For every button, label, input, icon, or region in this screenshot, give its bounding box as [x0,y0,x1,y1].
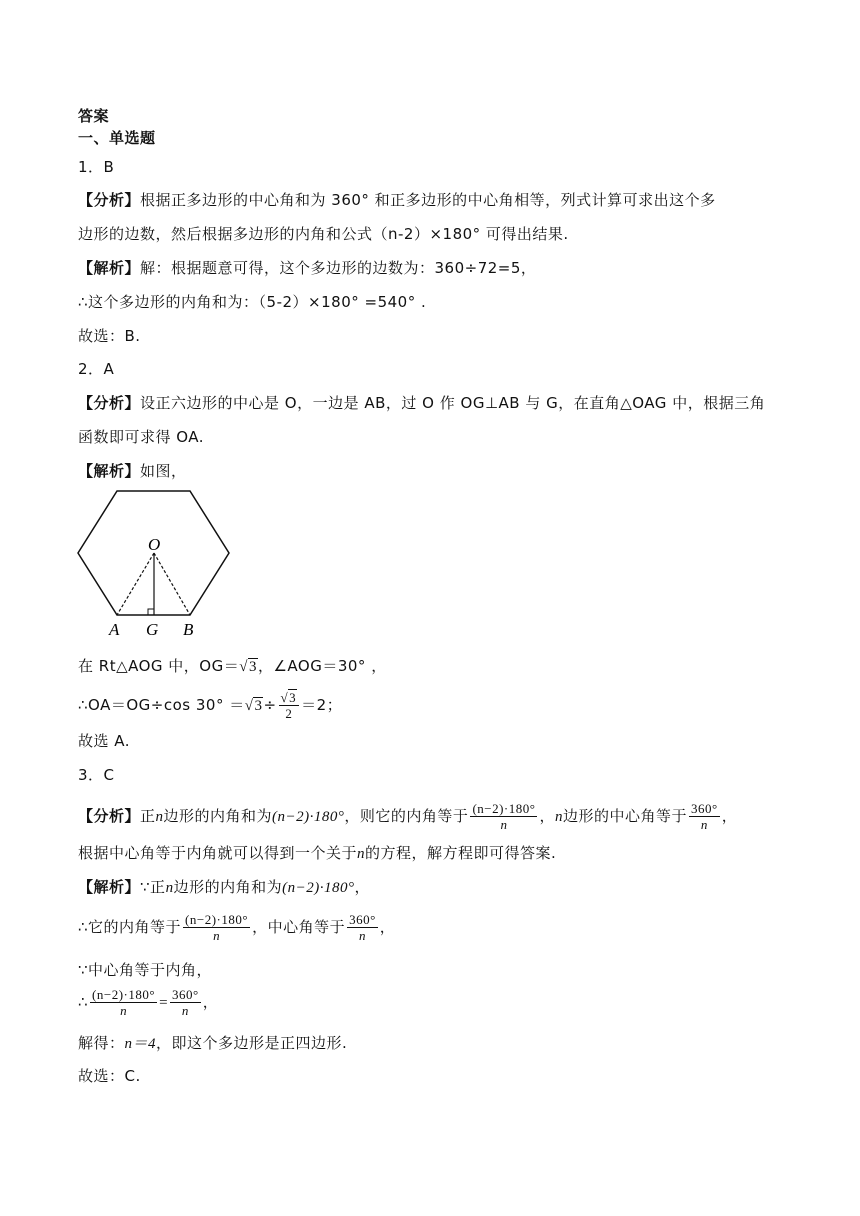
fraction-central-angle [347,912,378,943]
text: ， [354,878,370,896]
fraction-denominator: n [700,817,708,832]
variable-n: n [357,846,366,862]
q2-solution-line-1 [78,461,187,481]
text: ， [539,807,555,825]
q3-solution-line-1 [78,877,370,898]
q2-analysis-line-2: 函数即可求得 OA. [78,428,205,446]
fraction-denominator: 2 [285,706,293,721]
text: ， [721,807,738,825]
fraction-interior-angle [470,801,537,832]
fraction-central-angle [689,801,720,832]
math-expression: (n−2)·180° [282,880,355,896]
equals-sign: = [159,995,169,1011]
q1-solution-text-1: 解：根据题意可得，这个多边形的边数为：360÷72=5， [140,259,537,277]
fraction-denominator: n [500,817,508,832]
math-expression: n＝4 [124,1036,157,1052]
fraction-numerator [279,690,300,706]
q2-analysis-text-1: 设正六边形的中心是 O，一边是 AB，过 O 作 OG⊥AB 与 G，在直角△OAG 中，根据三角 [140,394,766,412]
answer-title: 答案 [78,107,110,125]
sqrt-expression [239,658,258,675]
q1-analysis-text-1: 根据正多边形的中心角和为 360° 和正多边形的中心角相等，列式计算可求出这个多 [140,191,716,209]
q1-choice: 故选：B. [78,327,141,345]
q2-line-1-text-b: ，∠AOG＝30° ， [257,657,387,675]
text: 边形的内角和为 [163,807,273,825]
analysis-label: 【分析】 [78,191,141,209]
q3-solution-line-4 [78,982,218,1023]
fraction-numerator: 360° [691,801,718,816]
variable-n: n [165,880,174,896]
solution-label: 【解析】 [78,878,141,896]
text: 边形的内角和为 [173,878,283,896]
fraction-numerator: (n−2)·180° [92,987,156,1002]
text: ， [202,993,219,1011]
text: ，即这个多边形是正四边形. [156,1034,348,1052]
q2-line-1 [78,656,387,677]
label-B: B [183,620,194,638]
q2-line-1-text-a: 在 Rt△AOG 中，OG＝ [78,657,240,675]
q3-analysis-line-1 [78,796,737,837]
text: 解得： [78,1034,125,1052]
variable-n: n [554,809,563,825]
radicand: 3 [248,659,257,675]
hexagon-figure [72,486,238,638]
fraction-sqrt3-over-2 [279,690,300,721]
division-sign: ÷ [263,696,277,714]
text: ∴ [78,993,89,1011]
label-G: G [146,620,159,638]
text: 正 [140,807,156,825]
q1-solution-line-2: ∴这个多边形的内角和为：（5-2）×180° =540° . [78,293,427,311]
q1-solution-line-1 [78,258,536,278]
radicand: 3 [254,698,263,714]
fraction-denominator: n [358,928,366,943]
q3-solution-line-5 [78,1033,347,1054]
segment-OB [154,553,190,615]
q1-answer: 1．B [78,158,115,176]
section-heading: 一、单选题 [78,129,156,147]
analysis-label: 【分析】 [78,394,141,412]
fraction-interior-angle [183,912,250,943]
solution-label: 【解析】 [78,259,141,277]
q2-line-2-text-a: ∴OA＝OG÷cos 30° ＝ [78,696,245,714]
fraction-denominator: n [120,1003,128,1018]
text: ， [379,918,396,936]
fraction-numerator: (n−2)·180° [185,912,249,927]
q3-answer: 3．C [78,766,115,784]
q1-analysis-line-2: 边形的边数，然后根据多边形的内角和公式（n-2）×180° 可得出结果. [78,225,569,243]
text: 的方程，解方程即可得答案. [365,844,557,862]
q2-line-2 [78,686,342,725]
q2-choice: 故选 A. [78,732,131,750]
label-O: O [148,535,161,554]
text: ∵正 [140,878,166,896]
text: ，则它的内角等于 [344,807,469,825]
fraction-interior-angle [90,987,157,1018]
q1-analysis-line-1 [78,190,716,210]
right-angle-mark [148,609,154,615]
fraction-central-angle [170,987,201,1018]
q2-solution-text-1: 如图， [140,462,187,480]
analysis-label: 【分析】 [78,807,141,825]
q2-analysis-line-1 [78,393,765,413]
q2-line-2-text-b: ＝2； [301,696,343,714]
radical-sign: √ [244,698,254,714]
fraction-numerator: 360° [349,912,376,927]
label-A: A [109,620,120,638]
variable-n: n [155,809,164,825]
text: ，中心角等于 [252,918,346,936]
radical-sign: √ [280,690,289,705]
math-expression: (n−2)·180° [272,809,345,825]
text: 根据中心角等于内角就可以得到一个关于 [78,844,358,862]
fraction-denominator: n [181,1003,189,1018]
fraction-numerator: (n−2)·180° [472,801,536,816]
q3-choice: 故选：C. [78,1067,141,1085]
solution-label: 【解析】 [78,462,141,480]
q3-analysis-line-2 [78,843,556,864]
sqrt-expression [245,697,264,714]
q3-solution-line-2 [78,907,395,947]
radical-sign: √ [239,659,248,675]
fraction-denominator: n [213,928,221,943]
text: 边形的中心角等于 [562,807,687,825]
fraction-numerator: 360° [172,987,199,1002]
q3-solution-line-3: ∵中心角等于内角， [78,961,213,979]
radicand: 3 [289,690,297,705]
segment-OA [117,553,154,615]
text: ∴它的内角等于 [78,918,182,936]
q2-answer: 2．A [78,360,115,378]
